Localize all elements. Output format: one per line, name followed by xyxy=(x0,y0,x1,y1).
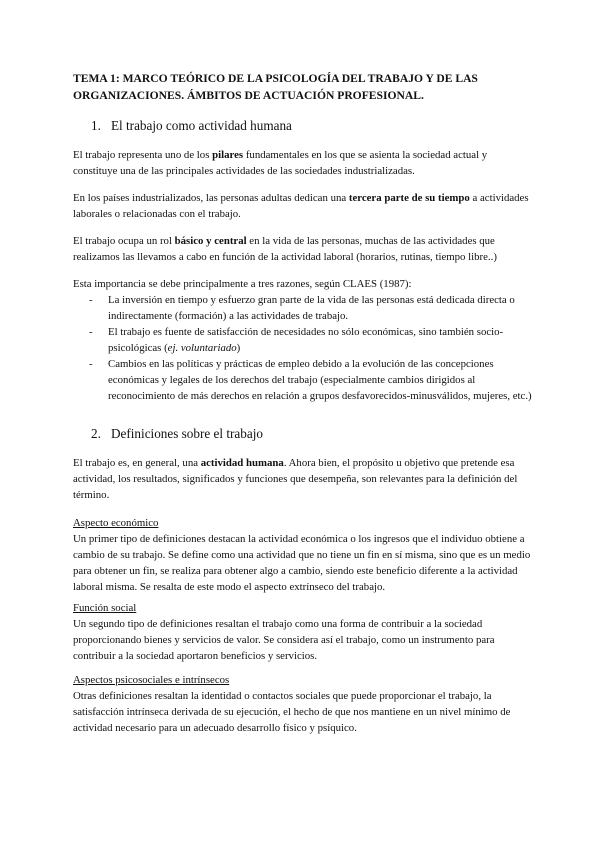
section-2-heading xyxy=(91,426,263,442)
list-item-text: La inversión en tiempo y esfuerzo gran parte de la vida de las personas está dedicada directa o indirectamente (formación) a las actividades de trabajo. xyxy=(108,294,515,322)
bullet-dash: - xyxy=(89,326,93,338)
emphasis-basico-central: básico y central xyxy=(174,235,247,247)
section-2-intro: El trabajo es, en general, una actividad humana. Ahora bien, el propósito u objetivo que pretende esa actividad, los resultados, significados y funciones que desempeña, son relevantes para la definición del término. xyxy=(73,457,518,501)
list-item xyxy=(89,356,535,404)
list-item-text: Cambios en las políticas y prácticas de empleo debido a la evolución de las concepciones económicas y legales de los derechos del trabajo (especialmente cambios dirigidos al reconocimiento de más derechos en relación a grupos desfavorecidos-minusválidos, mujeres, etc.) xyxy=(108,358,532,402)
section-2-number: 2. xyxy=(91,426,101,441)
paragraph-aspecto-economico: Un primer tipo de definiciones destacan la actividad económica o los ingresos que el individuo obtiene a cambio de su trabajo. Se define como una actividad que no tiene un fin en sí misma, sino que es un medio para obtener un fin, se realiza para obtener algo a cambio, siendo este beneficio diferente a la actividad laboral misma. Se resalta de este modo el aspecto extrínseco del trabajo. xyxy=(73,533,531,593)
section-1-heading xyxy=(91,118,292,134)
reasons-list xyxy=(89,292,535,404)
paragraph-aspectos-psicosociales: Otras definiciones resaltan la identidad o contactos sociales que puede proporcionar el trabajo, la satisfacción intrínseca derivada de su ejecución, el hecho de que nos mantiene en un nivel mínimo de actividad necesario para un adecuado desarrollo físico y psíquico. xyxy=(73,690,511,734)
list-item xyxy=(89,292,535,324)
subheading-aspectos-psicosociales: Aspectos psicosociales e intrínsecos xyxy=(73,674,230,686)
bullet-dash: - xyxy=(89,358,93,370)
emphasis-tercera-parte: tercera parte de su tiempo xyxy=(348,192,470,204)
bullet-dash: - xyxy=(89,294,93,306)
emphasis-actividad-humana: actividad humana xyxy=(200,457,284,469)
list-item xyxy=(89,324,535,356)
section-1-number: 1. xyxy=(91,118,101,133)
document-title: TEMA 1: MARCO TEÓRICO DE LA PSICOLOGÍA DEL TRABAJO Y DE LAS ORGANIZACIONES. ÁMBITOS DE ACTUACIÓN PROFESIONAL. xyxy=(73,72,478,102)
subheading-funcion-social: Función social xyxy=(73,602,137,614)
section-1-paragraph-1: El trabajo representa uno de los pilares fundamentales en los que se asienta la sociedad actual y constituye una de las principales actividades de las sociedades industrializadas. xyxy=(73,149,488,177)
section-1-paragraph-3: El trabajo ocupa un rol básico y central en la vida de las personas, muchas de las actividades que realizamos las llevamos a cabo en función de la actividad laboral (horarios, rutinas, tiempo libre..) xyxy=(73,235,497,263)
section-2-heading-text: Definiciones sobre el trabajo xyxy=(111,426,263,441)
emphasis-pilares: pilares xyxy=(212,149,244,161)
example-italic: ej. voluntariado xyxy=(167,342,237,354)
paragraph-funcion-social: Un segundo tipo de definiciones resaltan el trabajo como una forma de contribuir a la sociedad proporcionando bienes y servicios de valor. Se considera así el trabajo, como un instrumento para contribuir a la sociedad aportaron beneficios y servicios. xyxy=(73,618,495,662)
subheading-aspecto-economico: Aspecto económico xyxy=(73,517,159,529)
section-1-heading-text: El trabajo como actividad humana xyxy=(111,118,292,133)
list-item-text: El trabajo es fuente de satisfacción de necesidades no sólo económicas, sino también socio-psicológicas (ej. voluntariado) xyxy=(108,326,504,354)
section-1-paragraph-2: En los países industrializados, las personas adultas dedican una tercera parte de su tiempo a actividades laborales o relacionadas con el trabajo. xyxy=(73,192,529,220)
section-1-paragraph-4: Esta importancia se debe principalmente a tres razones, según CLAES (1987): xyxy=(73,278,412,290)
